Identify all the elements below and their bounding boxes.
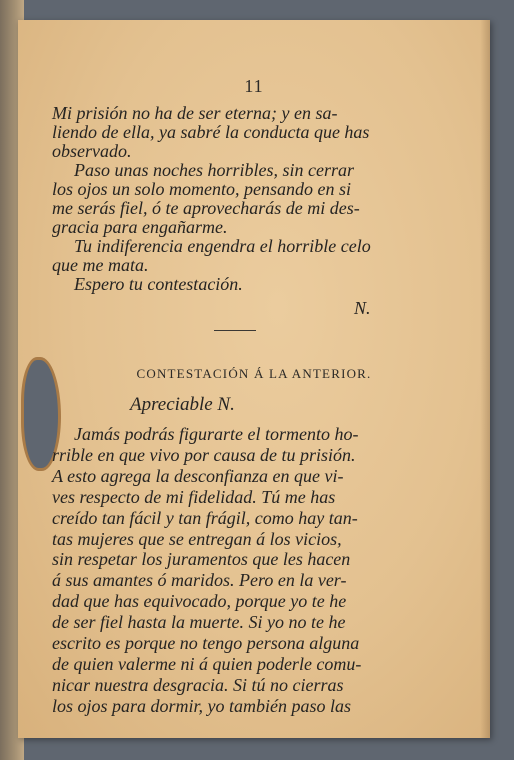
text-line: rrible en que vivo por causa de tu prisión. xyxy=(52,444,356,465)
text-line: ves respecto de mi fidelidad. Tú me has xyxy=(52,486,336,507)
text-line: de quien valerme ni á quien poderle comu- xyxy=(52,653,362,674)
text-line: Espero tu contestación. xyxy=(74,274,243,294)
text-line: á sus amantes ó maridos. Pero en la ver- xyxy=(52,570,347,591)
text-line: Paso unas noches horribles, sin cerrar xyxy=(74,160,354,180)
text-line: liendo de ella, ya sabré la conducta que has xyxy=(52,122,370,142)
text-line: Jamás podrás figurarte el tormento ho- xyxy=(74,424,359,444)
text-line: que me mata. xyxy=(52,255,149,275)
letter-signature: N. xyxy=(354,298,371,318)
text-line: de ser fiel hasta la muerte. Si yo no te he xyxy=(52,612,346,633)
text-line: tas mujeres que se entregan á los vicios, xyxy=(52,528,342,549)
text-line: los ojos un solo momento, pensando en si xyxy=(52,179,351,199)
book-page xyxy=(18,20,490,738)
text-line: Mi prisión no ha de ser eterna; y en sa- xyxy=(52,103,338,123)
text-line: sin respetar los juramentos que les hacen xyxy=(52,549,351,570)
text-line: nicar nuestra desgracia. Si tú no cierras xyxy=(52,674,344,695)
page-number: 11 xyxy=(244,76,264,96)
section-heading: CONTESTACIÓN Á LA ANTERIOR. xyxy=(136,366,372,381)
reply-text xyxy=(52,424,422,717)
text-line: gracia para engañarme. xyxy=(52,217,228,237)
reply-salutation: Apreciable N. xyxy=(130,394,235,415)
text-line: los ojos para dormir, yo también paso las xyxy=(52,695,352,716)
text-line: dad que has equivocado, porque yo te he xyxy=(52,591,347,612)
text-line: A esto agrega la desconfianza en que vi- xyxy=(52,465,344,486)
letter-text xyxy=(52,104,414,294)
section-divider xyxy=(214,330,256,331)
text-line: me serás fiel, ó te aprovecharás de mi des- xyxy=(52,198,360,218)
text-line: creído tan fácil y tan frágil, como hay tan- xyxy=(52,507,358,528)
text-line: Tu indiferencia engendra el horrible celo xyxy=(74,236,371,256)
text-line: escrito es porque no tengo persona alguna xyxy=(52,633,360,654)
text-line: observado. xyxy=(52,141,132,161)
